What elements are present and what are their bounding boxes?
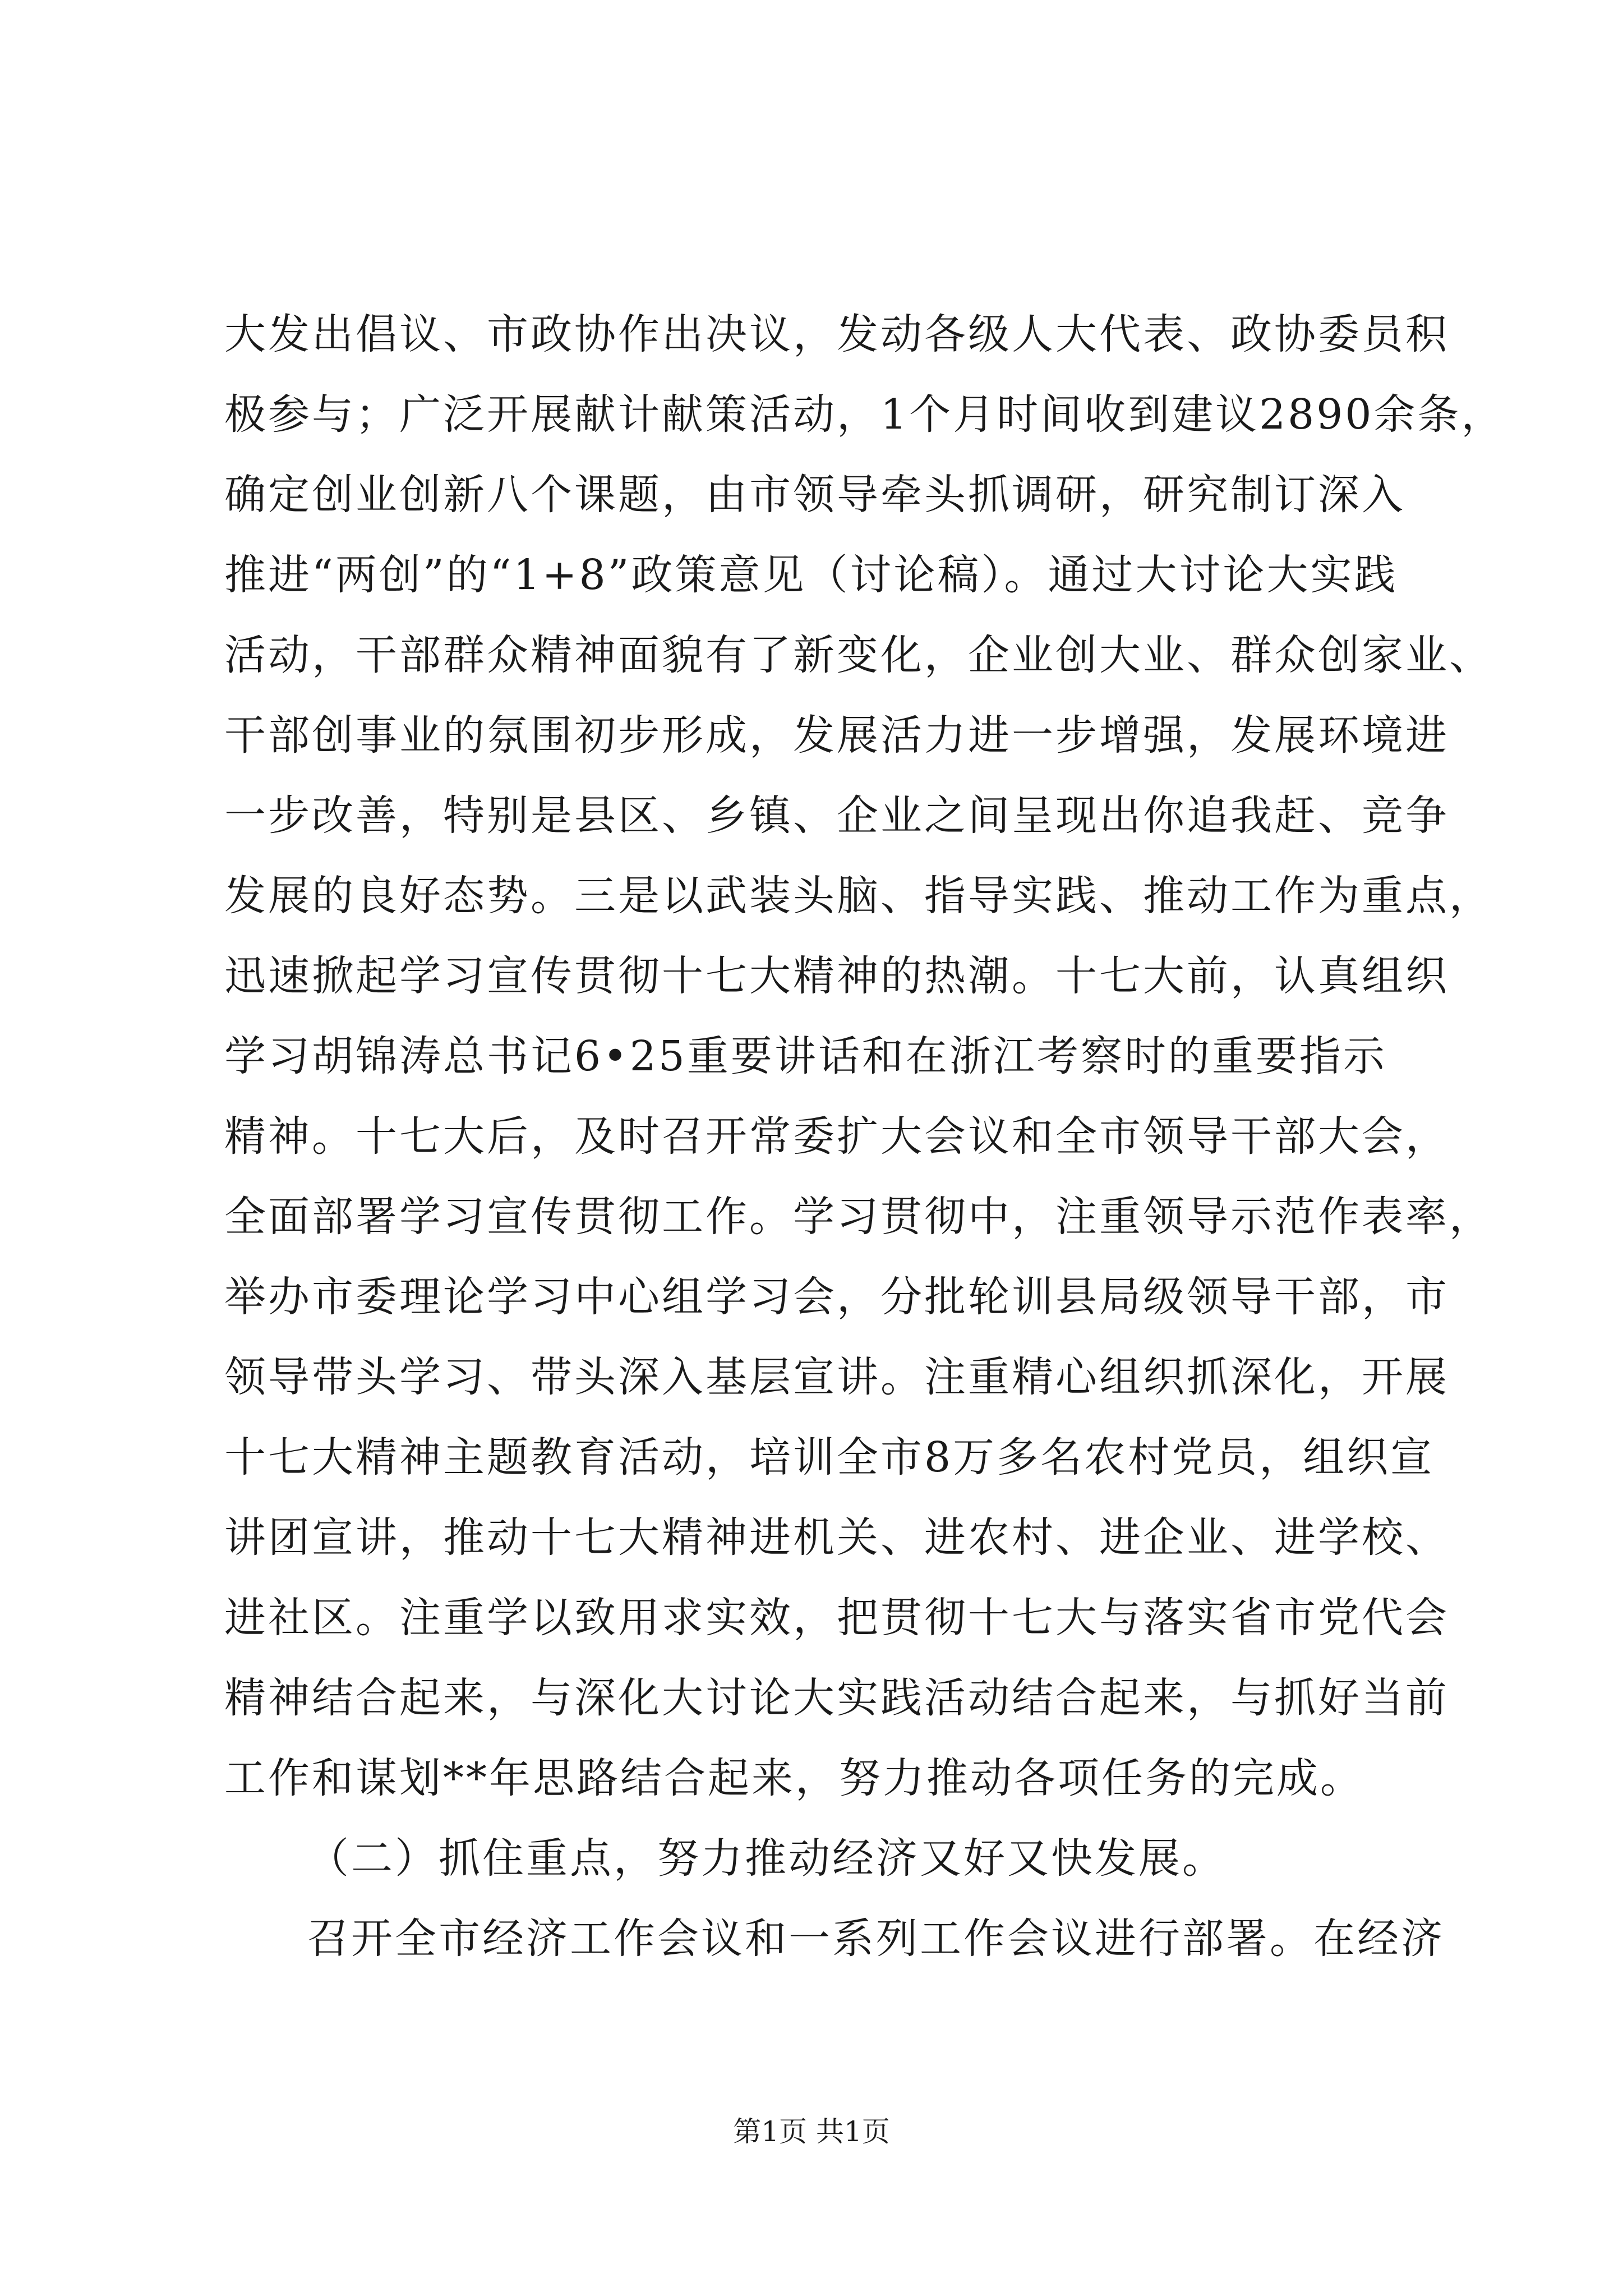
text-line: 领导带头学习、带头深入基层宣讲。注重精心组织抓深化，开展 [224, 1353, 1449, 1401]
text-line: 十七大精神主题教育活动，培训全市8万多名农村党员，组织宣 [224, 1433, 1435, 1481]
text-line: 大发出倡议、市政协作出决议，发动各级人大代表、政协委员积 [224, 310, 1449, 358]
text-line: 迅速掀起学习宣传贯彻十七大精神的热潮。十七大前，认真组织 [224, 952, 1449, 1000]
section-heading: （二）抓住重点，努力推动经济又好又快发展。 [307, 1834, 1226, 1883]
text-line: 推进“两创”的“1+8”政策意见（讨论稿）。通过大讨论大实践 [224, 551, 1398, 599]
text-line: 活动，干部群众精神面貌有了新变化，企业创大业、群众创家业、 [224, 631, 1493, 679]
text-line: 一步改善，特别是县区、乡镇、企业之间呈现出你追我赶、竞争 [224, 792, 1449, 840]
text-line: 举办市委理论学习中心组学习会，分批轮训县局级领导干部，市 [224, 1273, 1449, 1321]
text-line: 讲团宣讲，推动十七大精神进机关、进农村、进企业、进学校、 [224, 1513, 1449, 1562]
text-line: 极参与；广泛开展献计献策活动，1个月时间收到建议2890余条， [224, 390, 1505, 439]
text-line: 工作和谋划**年思路结合起来，努力推动各项任务的完成。 [224, 1754, 1364, 1802]
text-line: 学习胡锦涛总书记6•25重要讲话和在浙江考察时的重要指示 [224, 1032, 1387, 1080]
text-line: 全面部署学习宣传贯彻工作。学习贯彻中，注重领导示范作表率， [224, 1193, 1493, 1241]
text-line: 干部创事业的氛围初步形成，发展活力进一步增强，发展环境进 [224, 711, 1449, 760]
text-line: 确定创业创新八个课题，由市领导牵头抓调研，研究制订深入 [224, 471, 1405, 519]
page-number-footer: 第1页 共1页 [733, 2115, 890, 2148]
paragraph-first-line: 召开全市经济工作会议和一系列工作会议进行部署。在经济 [307, 1915, 1445, 1963]
text-line: 发展的良好态势。三是以武装头脑、指导实践、推动工作为重点， [224, 872, 1493, 920]
text-line: 精神。十七大后，及时召开常委扩大会议和全市领导干部大会， [224, 1112, 1449, 1161]
text-line: 进社区。注重学以致用求实效，把贯彻十七大与落实省市党代会 [224, 1594, 1449, 1642]
text-line: 精神结合起来，与深化大讨论大实践活动结合起来，与抓好当前 [224, 1674, 1449, 1722]
document-body [224, 295, 1505, 1979]
